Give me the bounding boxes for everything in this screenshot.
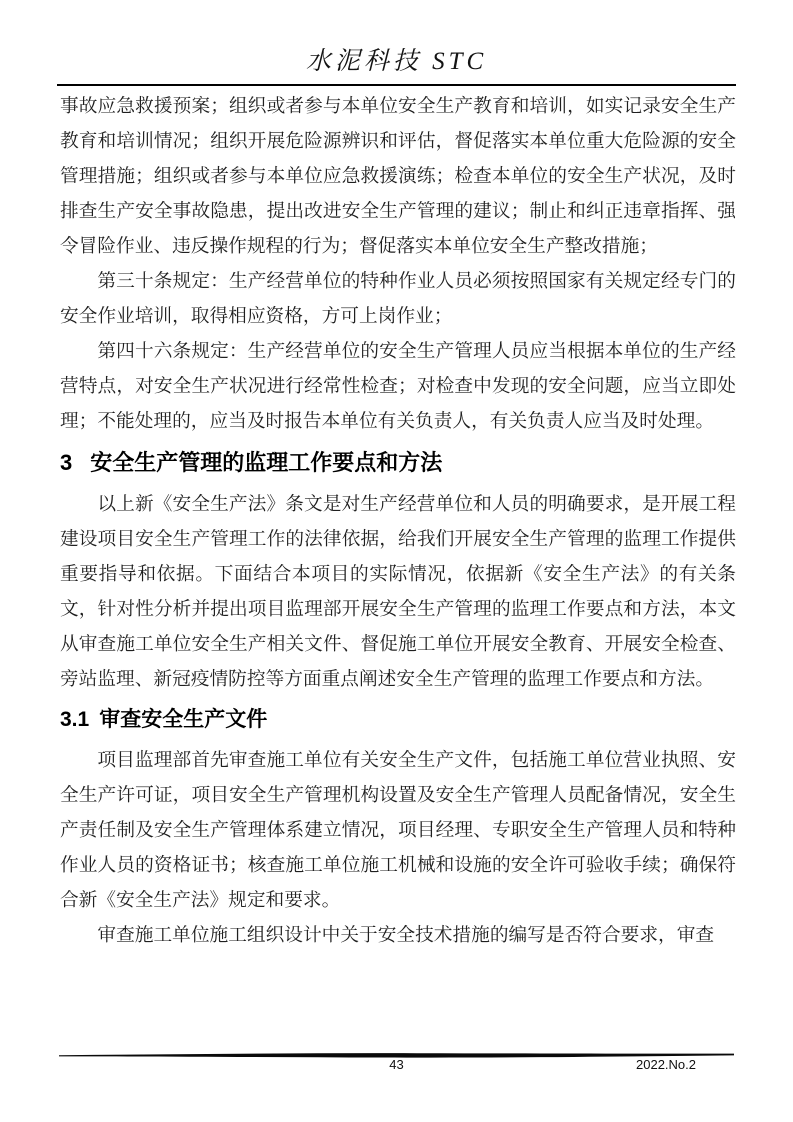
page-body [60,89,736,953]
issue-number: 2022.No.2 [636,1057,696,1072]
section-number: 3 [60,450,73,475]
page-number: 43 [389,1057,404,1072]
page-header [57,0,736,84]
footer-rule [57,1047,736,1056]
paragraph-review-documents: 项目监理部首先审查施工单位有关安全生产文件，包括施工单位营业执照、安全生产许可证，项目安全生产管理机构设置及安全生产管理人员配备情况，安全生产责任制及安全生产管理体系建立情况，项目经理、专职安全生产管理人员和特种作业人员的资格证书；核查施工单位施工机械和设施的安全许可验收手续；确保符合新《安全生产法》规定和要求。 [60,750,736,911]
paragraph-continuation: 事故应急救援预案；组织或者参与本单位安全生产教育和培训，如实记录安全生产教育和培训情况；组织开展危险源辨识和评估，督促落实本单位重大危险源的安全管理措施；组织或者参与本单位应急救援演练；检查本单位的安全生产状况，及时排查生产安全事故隐患，提出改进安全生产管理的建议；制止和纠正违章指挥、强令冒险作业、违反操作规程的行为；督促落实本单位安全生产整改措施； [60,96,736,257]
subsection-heading-3-1 [60,701,736,738]
section-title: 安全生产管理的监理工作要点和方法 [90,450,443,475]
page-footer [57,1056,736,1074]
header-rule [57,84,736,86]
subsection-title: 审查安全生产文件 [99,708,268,731]
paragraph-article-30: 第三十条规定：生产经营单位的特种作业人员必须按照国家有关规定经专门的安全作业培训，取得相应资格，方可上岗作业； [60,271,736,327]
paragraph-article-46: 第四十六条规定：生产经营单位的安全生产管理人员应当根据本单位的生产经营特点，对安全生产状况进行经常性检查；对检查中发现的安全问题，应当立即处理；不能处理的，应当及时报告本单位有关负责人，有关负责人应当及时处理。 [60,341,736,432]
journal-title: 水泥科技 STC [305,48,488,75]
subsection-number: 3.1 [60,708,90,731]
paragraph-section3-intro: 以上新《安全生产法》条文是对生产经营单位和人员的明确要求，是开展工程建设项目安全生产管理工作的法律依据，给我们开展安全生产管理的监理工作提供重要指导和依据。下面结合本项目的实际情况，依据新《安全生产法》的有关条文，针对性分析并提出项目监理部开展安全生产管理的监理工作要点和方法，本文从审查施工单位安全生产相关文件、督促施工单位开展安全教育、开展安全检查、旁站监理、新冠疫情防控等方面重点阐述安全生产管理的监理工作要点和方法。 [60,494,736,690]
section-heading-3 [60,444,736,481]
paragraph-review-design: 审查施工单位施工组织设计中关于安全技术措施的编写是否符合要求，审查 [97,925,715,946]
